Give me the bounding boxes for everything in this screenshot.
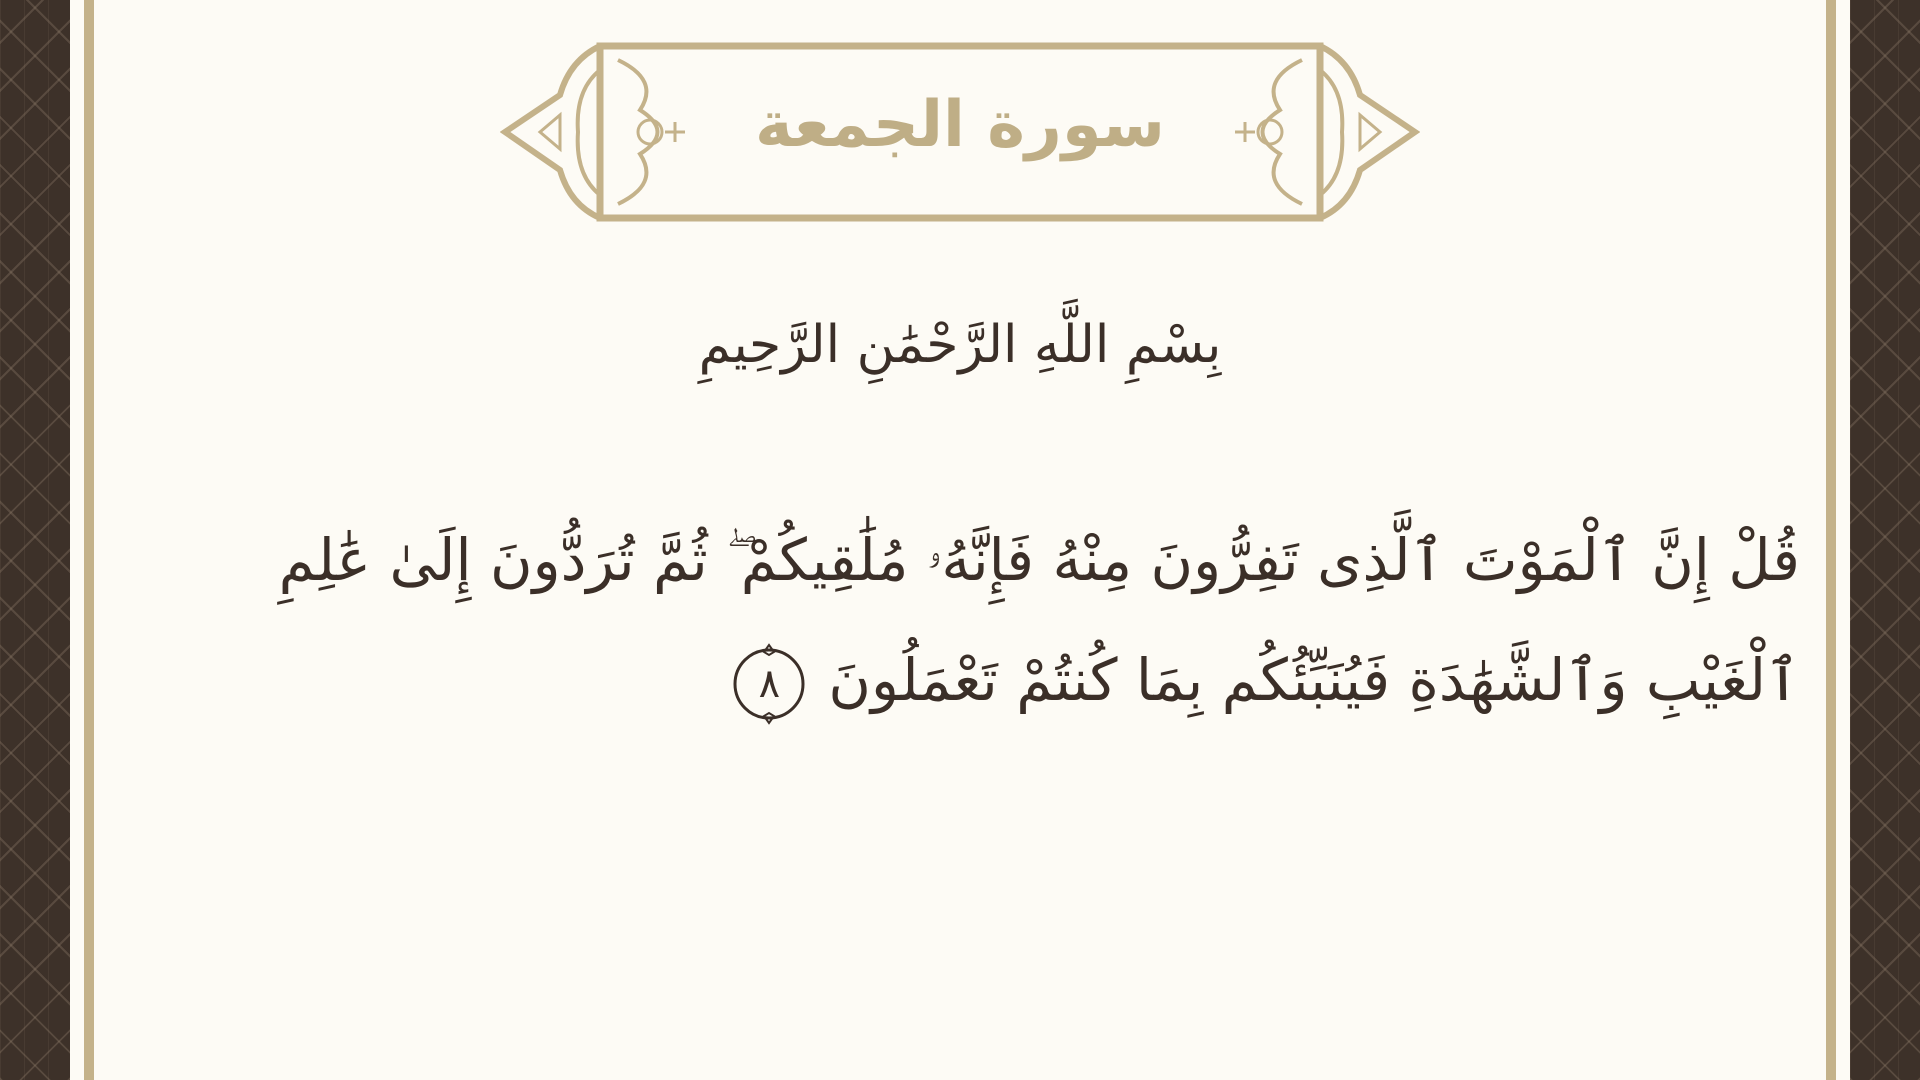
right-gold-rule bbox=[1826, 0, 1836, 1080]
right-pattern-border bbox=[1850, 0, 1920, 1080]
left-gold-rule bbox=[84, 0, 94, 1080]
ayah-marker bbox=[728, 643, 810, 725]
surah-title-frame bbox=[500, 40, 1420, 230]
left-pattern-border bbox=[0, 0, 70, 1080]
ayah-number: ٨ bbox=[758, 660, 781, 707]
verse-text: قُلْ إِنَّ ٱلْمَوْتَ ٱلَّذِى تَفِرُّونَ مِنْهُ فَإِنَّهُۥ مُلَٰقِيكُمْ ۖ ثُمَّ تُرَدُّونَ إِلَىٰ عَٰلِمِ ٱلْغَيْبِ وَٱلشَّهَٰدَةِ فَيُنَبِّئُكُم بِمَا كُنتُمْ تَعْمَلُونَ bbox=[278, 526, 1800, 714]
basmala: بِسْمِ اللَّهِ الرَّحْمَٰنِ الرَّحِيمِ bbox=[698, 315, 1222, 375]
verse-block bbox=[270, 500, 1800, 740]
surah-title: سورة الجمعة bbox=[755, 88, 1165, 162]
